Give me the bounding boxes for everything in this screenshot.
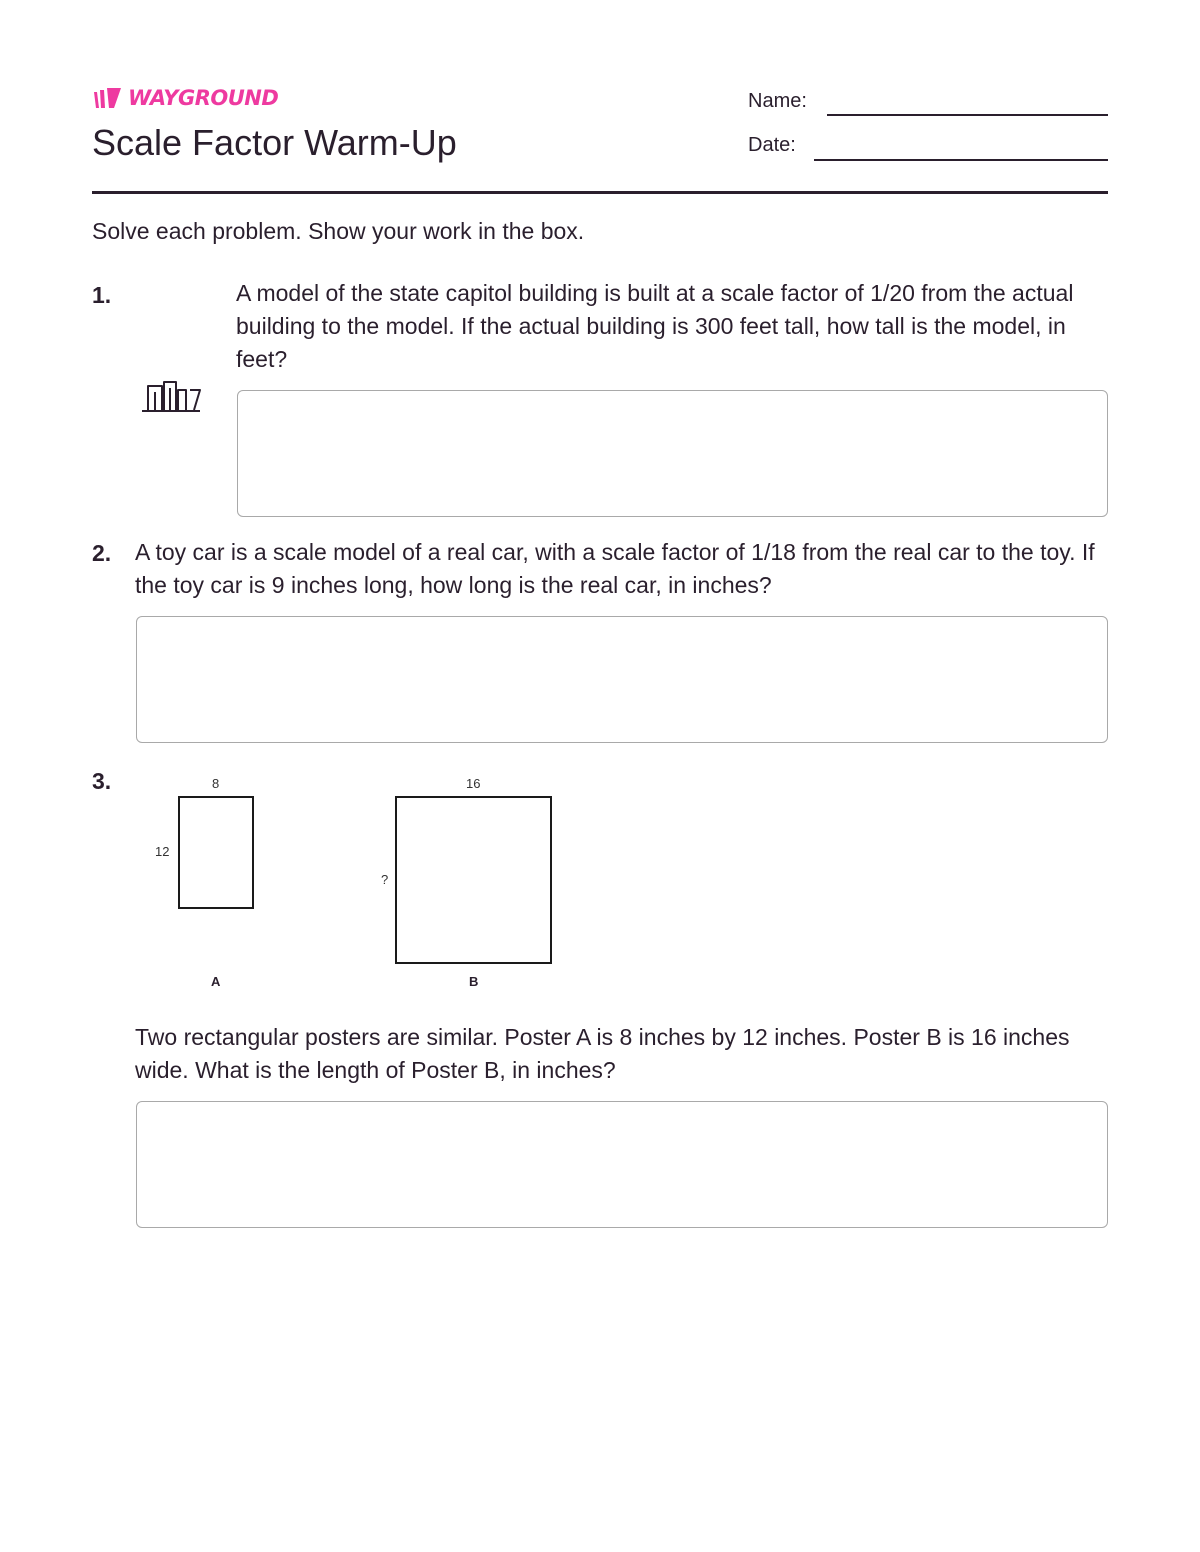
poster-a-rectangle <box>178 796 254 909</box>
answer-box-2[interactable] <box>136 616 1108 743</box>
brand-name: WAYGROUND <box>128 86 279 110</box>
poster-b-width-label: 16 <box>466 776 481 791</box>
poster-b-height-label: ? <box>381 872 389 887</box>
page-title: Scale Factor Warm-Up <box>92 122 457 163</box>
question-3-text: Two rectangular posters are similar. Poster A is 8 inches by 12 inches. Poster B is 16 inches wide. What is the length of Poster B, in inches? <box>135 1024 1070 1083</box>
capitol-building-icon <box>140 380 202 414</box>
instructions: Solve each problem. Show your work in the box. <box>92 218 585 244</box>
name-label: Name: <box>748 90 807 112</box>
poster-b-rectangle <box>395 796 552 964</box>
header-divider <box>92 191 1108 194</box>
question-2-text: A toy car is a scale model of a real car, with a scale factor of 1/18 from the real car to the toy. If the toy car is 9 inches long, how long is the real car, in inches? <box>135 539 1095 598</box>
question-3-number: 3. <box>92 768 112 794</box>
wayground-logo-icon <box>92 86 122 110</box>
poster-b-name: B <box>469 974 479 989</box>
date-field[interactable] <box>814 159 1108 161</box>
answer-box-3[interactable] <box>136 1101 1108 1228</box>
poster-a-name: A <box>211 974 221 989</box>
poster-a-height-label: 12 <box>155 844 170 859</box>
name-field[interactable] <box>827 114 1108 116</box>
answer-box-1[interactable] <box>237 390 1108 517</box>
brand-logo <box>92 86 278 110</box>
date-label: Date: <box>748 134 796 156</box>
question-1-text: A model of the state capitol building is built at a scale factor of 1/20 from the actual building to the model. If the actual building is 300 feet tall, how tall is the model, in feet? <box>236 280 1074 372</box>
question-2-number: 2. <box>92 540 112 566</box>
question-1-number: 1. <box>92 282 112 308</box>
poster-a-width-label: 8 <box>212 776 220 791</box>
